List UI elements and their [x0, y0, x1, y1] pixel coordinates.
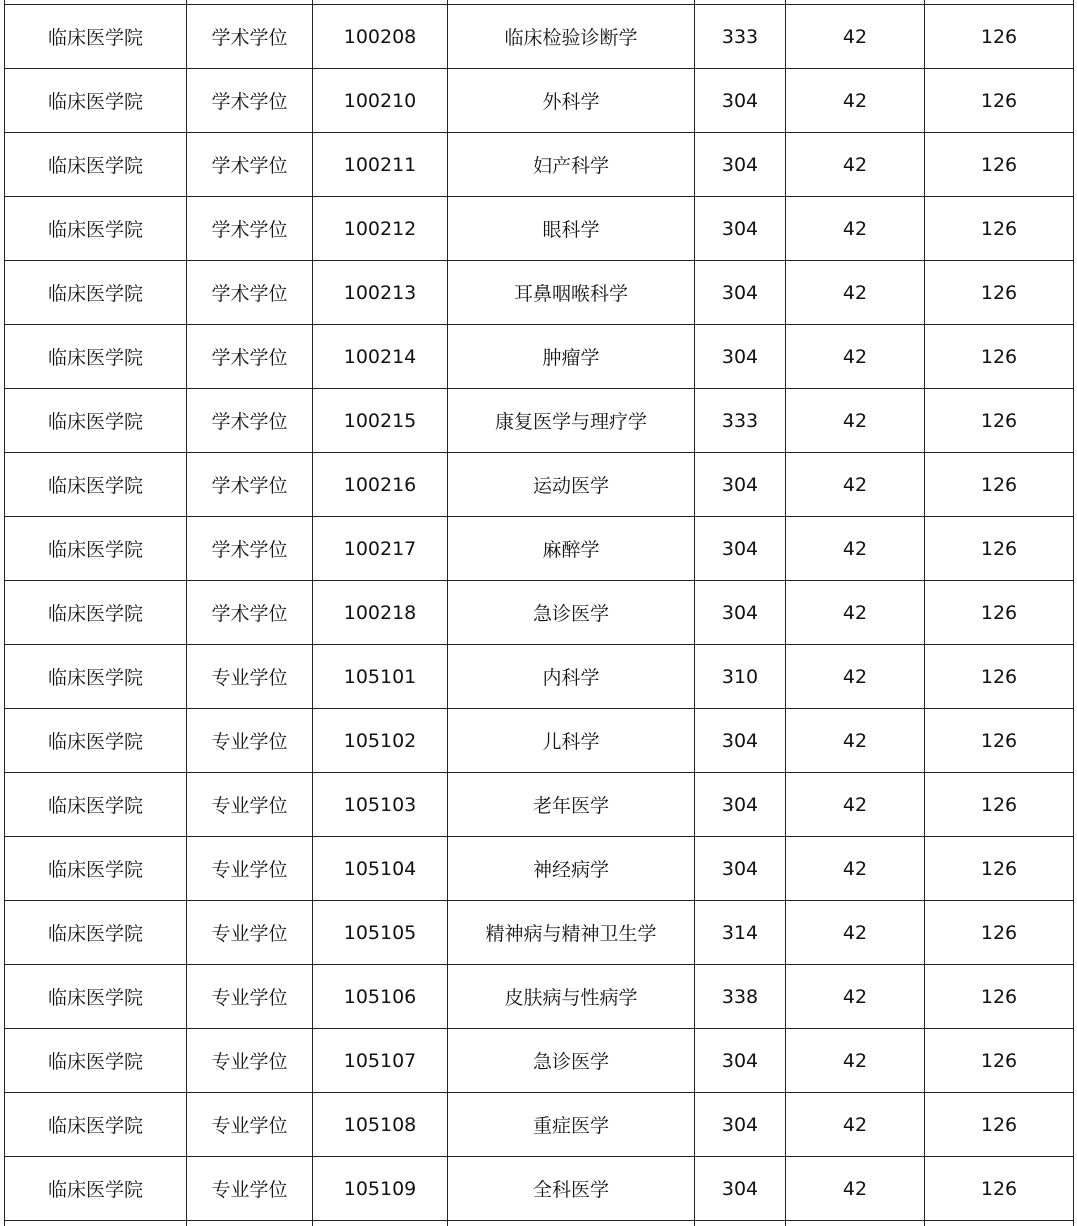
total-score-cell: 304: [695, 1157, 786, 1221]
single-subject-100-cell: 42: [786, 453, 925, 517]
table-row: [5, 389, 1074, 453]
major-name-cell: 耳鼻咽喉科学: [448, 261, 695, 325]
total-score-cell: 338: [695, 965, 786, 1029]
single-subject-100-cell: 42: [786, 5, 925, 69]
major-code-cell: 105101: [313, 645, 448, 709]
degree-type-cell: 专业学位: [187, 1157, 313, 1221]
total-score-cell: 304: [695, 1093, 786, 1157]
major-code-cell: 105102: [313, 709, 448, 773]
single-subject-100-cell: 42: [786, 261, 925, 325]
single-subject-over-100-cell: 126: [925, 517, 1074, 581]
single-subject-over-100-cell: 126: [925, 389, 1074, 453]
total-score-cell: 333: [695, 5, 786, 69]
college-cell: 临床医学院: [5, 837, 187, 901]
major-name-cell: 内科学: [448, 645, 695, 709]
college-cell: 临床医学院: [5, 709, 187, 773]
degree-type-cell: 专业学位: [187, 837, 313, 901]
major-code-cell: 105109: [313, 1157, 448, 1221]
major-name-cell: 急诊医学: [448, 581, 695, 645]
total-score-cell: 304: [695, 581, 786, 645]
single-subject-100-cell: 42: [786, 517, 925, 581]
table-row: [5, 581, 1074, 645]
single-subject-100-cell: 42: [786, 773, 925, 837]
college-cell: 临床医学院: [5, 69, 187, 133]
major-code-cell: 100217: [313, 517, 448, 581]
total-score-cell: 304: [695, 261, 786, 325]
degree-type-cell: 专业学位: [187, 1093, 313, 1157]
college-cell: 临床医学院: [5, 1093, 187, 1157]
total-score-cell: 304: [695, 517, 786, 581]
total-score-cell: [695, 1221, 786, 1226]
college-cell: 临床医学院: [5, 901, 187, 965]
single-subject-over-100-cell: 126: [925, 197, 1074, 261]
degree-type-cell: 专业学位: [187, 1029, 313, 1093]
total-score-cell: 304: [695, 133, 786, 197]
single-subject-over-100-cell: 126: [925, 133, 1074, 197]
college-cell: 临床医学院: [5, 645, 187, 709]
total-score-cell: 304: [695, 837, 786, 901]
single-subject-100-cell: 42: [786, 581, 925, 645]
table-row: [5, 773, 1074, 837]
major-name-cell: 外科学: [448, 69, 695, 133]
single-subject-over-100-cell: 126: [925, 1093, 1074, 1157]
single-subject-over-100-cell: 126: [925, 645, 1074, 709]
college-cell: 临床医学院: [5, 965, 187, 1029]
major-code-cell: 105106: [313, 965, 448, 1029]
table-row: [5, 645, 1074, 709]
degree-type-cell: 学术学位: [187, 581, 313, 645]
degree-type-cell: 学术学位: [187, 197, 313, 261]
college-cell: 临床医学院: [5, 261, 187, 325]
college-cell: 临床医学院: [5, 133, 187, 197]
degree-type-cell: 学术学位: [187, 5, 313, 69]
table-row: [5, 1221, 1074, 1226]
major-name-cell: 重症医学: [448, 1093, 695, 1157]
table-row: [5, 69, 1074, 133]
single-subject-100-cell: 42: [786, 69, 925, 133]
major-name-cell: 康复医学与理疗学: [448, 389, 695, 453]
single-subject-100-cell: 42: [786, 901, 925, 965]
major-name-cell: 老年医学: [448, 773, 695, 837]
single-subject-over-100-cell: 126: [925, 1029, 1074, 1093]
major-name-cell: 眼科学: [448, 197, 695, 261]
table-row: [5, 1093, 1074, 1157]
major-code-cell: 100218: [313, 581, 448, 645]
degree-type-cell: 专业学位: [187, 645, 313, 709]
degree-type-cell: 专业学位: [187, 773, 313, 837]
single-subject-100-cell: 42: [786, 837, 925, 901]
table-row: [5, 453, 1074, 517]
single-subject-100-cell: [786, 1221, 925, 1226]
degree-type-cell: 学术学位: [187, 517, 313, 581]
total-score-cell: 310: [695, 645, 786, 709]
degree-type-cell: 学术学位: [187, 69, 313, 133]
major-code-cell: 100208: [313, 5, 448, 69]
college-cell: 临床医学院: [5, 197, 187, 261]
table-row: [5, 709, 1074, 773]
single-subject-over-100-cell: 126: [925, 453, 1074, 517]
single-subject-100-cell: 42: [786, 965, 925, 1029]
major-code-cell: 100216: [313, 453, 448, 517]
major-name-cell: 急诊医学: [448, 1029, 695, 1093]
major-name-cell: 临床检验诊断学: [448, 5, 695, 69]
college-cell: 临床医学院: [5, 1157, 187, 1221]
college-cell: 临床医学院: [5, 1029, 187, 1093]
table-row: [5, 837, 1074, 901]
total-score-cell: 304: [695, 773, 786, 837]
major-name-cell: 妇产科学: [448, 133, 695, 197]
total-score-cell: 314: [695, 901, 786, 965]
degree-type-cell: 专业学位: [187, 709, 313, 773]
single-subject-over-100-cell: 126: [925, 901, 1074, 965]
single-subject-100-cell: 42: [786, 1157, 925, 1221]
college-cell: 临床医学院: [5, 517, 187, 581]
major-code-cell: 100215: [313, 389, 448, 453]
single-subject-100-cell: 42: [786, 645, 925, 709]
single-subject-over-100-cell: 126: [925, 581, 1074, 645]
major-code-cell: 105105: [313, 901, 448, 965]
major-name-cell: 神经病学: [448, 837, 695, 901]
college-cell: 临床医学院: [5, 5, 187, 69]
score-table: [4, 0, 1074, 1226]
major-code-cell: 105103: [313, 773, 448, 837]
single-subject-100-cell: 42: [786, 325, 925, 389]
score-table-body: [5, 0, 1074, 1226]
degree-type-cell: 学术学位: [187, 325, 313, 389]
single-subject-100-cell: 42: [786, 197, 925, 261]
single-subject-100-cell: 42: [786, 709, 925, 773]
total-score-cell: 304: [695, 709, 786, 773]
table-row: [5, 5, 1074, 69]
single-subject-over-100-cell: 126: [925, 261, 1074, 325]
major-code-cell: 100213: [313, 261, 448, 325]
degree-type-cell: 专业学位: [187, 965, 313, 1029]
single-subject-100-cell: 42: [786, 389, 925, 453]
major-name-cell: 全科医学: [448, 1157, 695, 1221]
total-score-cell: 304: [695, 197, 786, 261]
college-cell: 临床医学院: [5, 389, 187, 453]
single-subject-100-cell: 42: [786, 1029, 925, 1093]
college-cell: 临床医学院: [5, 325, 187, 389]
single-subject-over-100-cell: 126: [925, 773, 1074, 837]
single-subject-100-cell: 42: [786, 1093, 925, 1157]
total-score-cell: 304: [695, 453, 786, 517]
major-name-cell: [448, 1221, 695, 1226]
major-code-cell: 100214: [313, 325, 448, 389]
table-row: [5, 197, 1074, 261]
major-name-cell: 儿科学: [448, 709, 695, 773]
table-row: [5, 1029, 1074, 1093]
major-code-cell: 100210: [313, 69, 448, 133]
degree-type-cell: 专业学位: [187, 901, 313, 965]
college-cell: 临床医学院: [5, 581, 187, 645]
single-subject-over-100-cell: 126: [925, 709, 1074, 773]
table-row: [5, 325, 1074, 389]
single-subject-over-100-cell: 126: [925, 1157, 1074, 1221]
degree-type-cell: [187, 1221, 313, 1226]
major-name-cell: 麻醉学: [448, 517, 695, 581]
degree-type-cell: 学术学位: [187, 389, 313, 453]
total-score-cell: 304: [695, 325, 786, 389]
major-code-cell: 105107: [313, 1029, 448, 1093]
total-score-cell: 304: [695, 69, 786, 133]
major-code-cell: 100212: [313, 197, 448, 261]
degree-type-cell: 学术学位: [187, 261, 313, 325]
table-row: [5, 1157, 1074, 1221]
table-row: [5, 901, 1074, 965]
degree-type-cell: 学术学位: [187, 453, 313, 517]
table-row: [5, 517, 1074, 581]
single-subject-over-100-cell: 126: [925, 837, 1074, 901]
table-row: [5, 965, 1074, 1029]
total-score-cell: 304: [695, 1029, 786, 1093]
major-name-cell: 运动医学: [448, 453, 695, 517]
major-code-cell: [313, 1221, 448, 1226]
college-cell: 临床医学院: [5, 453, 187, 517]
major-code-cell: 105104: [313, 837, 448, 901]
single-subject-over-100-cell: 126: [925, 965, 1074, 1029]
major-name-cell: 精神病与精神卫生学: [448, 901, 695, 965]
total-score-cell: 333: [695, 389, 786, 453]
major-name-cell: 皮肤病与性病学: [448, 965, 695, 1029]
table-row: [5, 261, 1074, 325]
degree-type-cell: 学术学位: [187, 133, 313, 197]
single-subject-over-100-cell: 126: [925, 325, 1074, 389]
major-code-cell: 100211: [313, 133, 448, 197]
single-subject-100-cell: 42: [786, 133, 925, 197]
single-subject-over-100-cell: 126: [925, 5, 1074, 69]
single-subject-over-100-cell: [925, 1221, 1074, 1226]
major-code-cell: 105108: [313, 1093, 448, 1157]
table-row: [5, 133, 1074, 197]
major-name-cell: 肿瘤学: [448, 325, 695, 389]
college-cell: 临床医学院: [5, 773, 187, 837]
college-cell: [5, 1221, 187, 1226]
single-subject-over-100-cell: 126: [925, 69, 1074, 133]
